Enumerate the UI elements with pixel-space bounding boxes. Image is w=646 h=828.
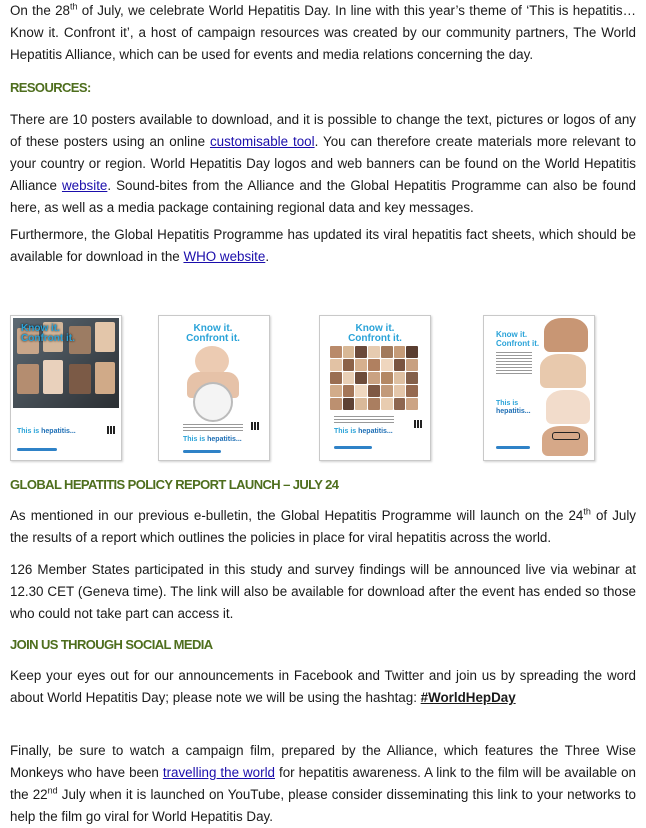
qr-code-icon	[414, 420, 422, 428]
qr-code-icon	[251, 422, 259, 430]
factsheet-paragraph	[10, 224, 636, 268]
poster-1[interactable]	[10, 315, 122, 461]
poster-3-caption	[334, 416, 394, 424]
customisable-tool-link[interactable]: customisable tool	[209, 134, 315, 149]
poster-4-brand: This is hepatitis...	[496, 400, 531, 415]
poster-2-caption	[183, 424, 243, 432]
intro-ordinal: th	[69, 1, 78, 12]
film-paragraph	[10, 740, 636, 828]
resources-paragraph	[10, 109, 636, 219]
who-website-link[interactable]: WHO website	[183, 249, 266, 264]
hashtag: #WorldHepDay	[420, 690, 516, 705]
logo-strip	[183, 450, 221, 453]
social-text: Keep your eyes out for our announcements in Facebook and Twitter and join us by spreading the word about World Hepatitis Day; please note we will be using the hashtag:	[10, 668, 636, 705]
poster-3-title: Know it. Confront it.	[348, 323, 402, 344]
poster-2-title: Know it. Confront it.	[186, 323, 240, 344]
member-states-paragraph: 126 Member States participated in this study and survey findings will be announced live via webinar at 12.30 CET (Geneva time). The link will also be available for download after the event has ended so those who could not take part can access it.	[10, 562, 636, 621]
qr-code-icon	[107, 426, 115, 434]
poster-4-title: Know it. Confront it.	[496, 330, 540, 348]
policy-text-cont: of July the results of a report which outlines the policies in place for viral hepatitis across the world.	[10, 508, 637, 545]
intro-paragraph	[10, 0, 636, 66]
intro-text-cont: of July, we celebrate World Hepatitis Day. In line with this year’s theme of ‘This is hepatitis… Know it. Confront it’, a host of campaign resources was created by our community partners, The World Hepatitis Alliance, which can be used for events and media relations concerning the day.	[10, 3, 636, 62]
alliance-website-link[interactable]: website	[61, 178, 108, 193]
poster-2-photo	[181, 346, 247, 418]
policy-ordinal: th	[583, 506, 591, 517]
resources-text: There are 10 posters available to download, and it is possible to change the text, pictures or logos of any of these posters using an online	[10, 112, 636, 149]
film-text: Finally, be sure to watch a campaign film, prepared by the Alliance, which features the Three Wise Monkeys who have been	[10, 743, 636, 780]
poster-2-brand: This is hepatitis...	[183, 436, 242, 443]
policy-heading: GLOBAL HEPATITIS POLICY REPORT LAUNCH – JULY 24	[10, 477, 339, 492]
resources-heading: RESOURCES:	[10, 80, 91, 95]
poster-3[interactable]	[319, 315, 431, 461]
poster-4-caption	[496, 352, 532, 374]
social-paragraph	[10, 665, 636, 709]
social-heading: JOIN US THROUGH SOCIAL MEDIA	[10, 637, 213, 652]
logo-strip	[334, 446, 372, 449]
intro-text: On the 28	[10, 3, 70, 18]
poster-3-brand: This is hepatitis...	[334, 428, 393, 435]
policy-text: As mentioned in our previous e-bulletin, the Global Hepatitis Programme will launch on the 24	[10, 508, 584, 523]
poster-4-photos	[540, 318, 592, 458]
poster-4[interactable]	[483, 315, 595, 461]
travelling-world-link[interactable]: travelling the world	[162, 765, 275, 780]
logo-strip	[496, 446, 530, 449]
factsheet-text-end: .	[265, 249, 270, 264]
logo-strip	[17, 448, 57, 451]
resources-text-cont: . You can therefore create materials more relevant to your country or region. World Hepatitis Day logos and web banners can be found on the World Hepatitis Alliance	[10, 134, 637, 193]
poster-3-photo-mosaic	[330, 346, 418, 410]
factsheet-text: Furthermore, the Global Hepatitis Programme has updated its viral hepatitis fact sheets, which should be available for download in the	[10, 227, 636, 264]
poster-1-brand: This is hepatitis...	[17, 428, 76, 435]
film-text-end: July when it is launched on YouTube, please consider disseminating this link to your networks to help the film go viral for World Hepatitis Day.	[10, 787, 637, 824]
poster-2[interactable]	[158, 315, 270, 461]
poster-1-title: Know it. Confront it.	[21, 323, 75, 344]
film-ordinal: nd	[47, 785, 58, 796]
poster-gallery	[10, 315, 636, 465]
film-text-cont: for hepatitis awareness. A link to the film will be available on the 22	[10, 765, 636, 802]
resources-text-end: . Sound-bites from the Alliance and the Global Hepatitis Programme can also be found here, as well as a media package containing regional data and key messages.	[10, 178, 636, 215]
policy-paragraph	[10, 505, 636, 549]
